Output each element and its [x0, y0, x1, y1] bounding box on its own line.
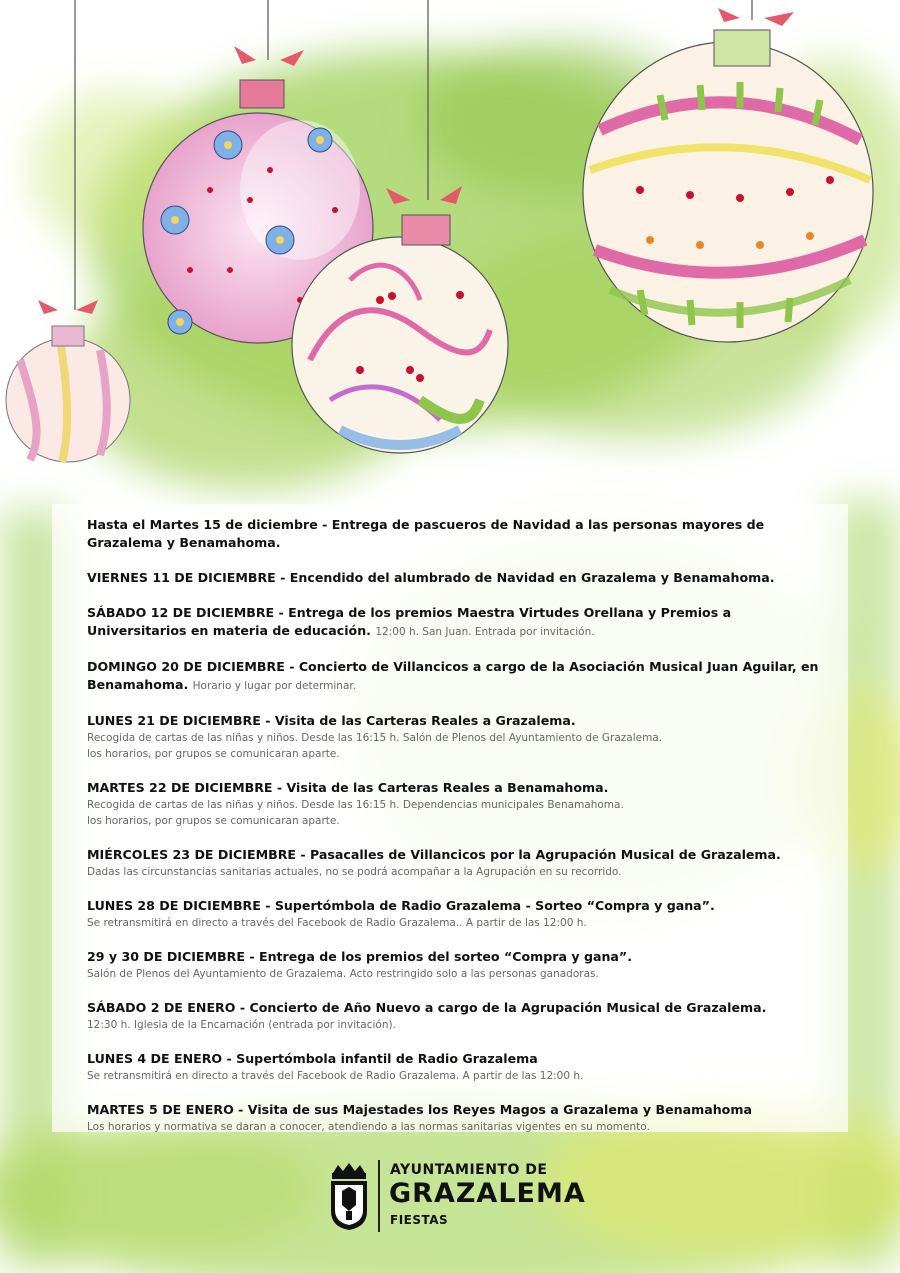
event-detail: 12:30 h. Iglesia de la Encarnación (entrada por invitación).	[87, 1019, 396, 1031]
logo-title: GRAZALEMA	[389, 1178, 586, 1209]
event-date: 29 y 30 DE DICIEMBRE	[87, 949, 245, 964]
event-date: DOMINGO 20 DE DICIEMBRE	[87, 659, 285, 674]
event-item: VIERNES 11 DE DICIEMBRE - Encendido del alumbrado de Navidad en Grazalema y Benamahoma.	[87, 570, 775, 585]
event-detail: Recogida de cartas de las niñas y niños. Desde las 16:15 h. Salón de Plenos del Ayuntamiento de Grazalema.	[87, 732, 663, 744]
event-date: MARTES 22 DE DICIEMBRE	[87, 780, 273, 795]
logo-subtitle: AYUNTAMIENTO DE	[390, 1162, 548, 1178]
event-note: 12:00 h. San Juan. Entrada por invitación.	[375, 626, 595, 638]
event-title: Visita de las Carteras Reales a Grazalema.	[274, 713, 576, 728]
event-date: MARTES 5 DE ENERO	[87, 1102, 234, 1117]
event-item: LUNES 28 DE DICIEMBRE - Supertómbola de Radio Grazalema - Sorteo “Compra y gana”. Se retransmitirá en directo a través del Facebook de Radio Grazalema.. A partir de las 12:00 h.	[87, 897, 827, 931]
event-detail: Dadas las circunstancias sanitarias actuales, no se podrá acompañar a la Agrupación en su recorrido.	[87, 866, 622, 878]
event-date: Hasta el Martes 15 de diciembre	[87, 517, 318, 532]
event-detail: Salón de Plenos del Ayuntamiento de Grazalema. Acto restringido solo a las personas ganadoras.	[87, 968, 599, 980]
event-date: VIERNES 11 DE DICIEMBRE	[87, 570, 276, 585]
event-item: SÁBADO 2 DE ENERO - Concierto de Año Nuevo a cargo de la Agrupación Musical de Grazalema. 12:30 h. Iglesia de la Encarnación (entrada por invitación).	[87, 999, 827, 1033]
event-item: LUNES 21 DE DICIEMBRE - Visita de las Carteras Reales a Grazalema. Recogida de cartas de las niñas y niños. Desde las 16:15 h. Salón de Plenos del Ayuntamiento de Grazalema. los horarios, por grupos se comunicaran aparte.	[87, 712, 827, 762]
event-item: Hasta el Martes 15 de diciembre - Entrega de pascueros de Navidad a las personas mayores de Grazalema y Benamahoma.	[87, 517, 765, 550]
event-schedule	[87, 516, 827, 1152]
event-item: SÁBADO 12 DE DICIEMBRE - Entrega de los premios Maestra Virtudes Orellana y Premios a Universitarios en materia de educación. 12:00 h. San Juan. Entrada por invitación.	[87, 605, 732, 638]
event-detail: Se retransmitirá en directo a través del Facebook de Radio Grazalema.. A partir de las 12:00 h.	[87, 917, 587, 929]
logo-department: FIESTAS	[390, 1213, 449, 1227]
event-item: MARTES 5 DE ENERO - Visita de sus Majestades los Reyes Magos a Grazalema y Benamahoma Los horarios y normativa se daran a conocer, atendiendo a las normas sanitarias vigentes en su momento.	[87, 1101, 827, 1135]
event-detail: los horarios, por grupos se comunicaran aparte.	[87, 815, 340, 827]
event-title: Concierto de Año Nuevo a cargo de la Agrupación Musical de Grazalema.	[249, 1000, 767, 1015]
event-item: MARTES 22 DE DICIEMBRE - Visita de las Carteras Reales a Benamahoma. Recogida de cartas de las niñas y niños. Desde las 16:15 h. Dependencias municipales Benamahoma. los horarios, por grupos se comunicaran aparte.	[87, 779, 827, 829]
coat-of-arms-icon	[328, 1161, 370, 1231]
event-detail: Los horarios y normativa se daran a conocer, atendiendo a las normas sanitarias vigentes en su momento.	[87, 1121, 650, 1133]
event-item: DOMINGO 20 DE DICIEMBRE - Concierto de Villancicos a cargo de la Asociación Musical Juan Aguilar, en Benamahoma. Horario y lugar por determinar.	[87, 659, 819, 692]
event-title: Supertómbola infantil de Radio Grazalema	[236, 1051, 538, 1066]
ayuntamiento-logo	[328, 1158, 588, 1234]
event-title: Entrega de los premios Maestra Virtudes Orellana y Premios a Universitarios en materia de educación.	[87, 605, 732, 638]
event-note: Horario y lugar por determinar.	[192, 680, 357, 692]
event-date: LUNES 21 DE DICIEMBRE	[87, 713, 261, 728]
event-date: LUNES 4 DE ENERO	[87, 1051, 223, 1066]
event-title: Visita de sus Majestades los Reyes Magos a Grazalema y Benamahoma	[247, 1102, 752, 1117]
event-date: SÁBADO 2 DE ENERO	[87, 1000, 236, 1015]
event-title: Pasacalles de Villancicos por la Agrupación Musical de Grazalema.	[310, 847, 781, 862]
event-title: Concierto de Villancicos a cargo de la Asociación Musical Juan Aguilar, en Benamahoma.	[87, 659, 819, 692]
event-detail: los horarios, por grupos se comunicaran aparte.	[87, 748, 340, 760]
logo-divider	[378, 1160, 380, 1232]
event-title: Encendido del alumbrado de Navidad en Grazalema y Benamahoma.	[289, 570, 775, 585]
event-title: Entrega de pascueros de Navidad a las personas mayores de Grazalema y Benamahoma.	[87, 517, 765, 550]
event-item: 29 y 30 DE DICIEMBRE - Entrega de los premios del sorteo “Compra y gana”. Salón de Plenos del Ayuntamiento de Grazalema. Acto restringido solo a las personas ganadoras.	[87, 948, 827, 982]
event-title: Entrega de los premios del sorteo “Compra y gana”.	[258, 949, 632, 964]
event-item: MIÉRCOLES 23 DE DICIEMBRE - Pasacalles de Villancicos por la Agrupación Musical de Grazalema. Dadas las circunstancias sanitarias actuales, no se podrá acompañar a la Agrupación en su recorrido.	[87, 846, 827, 880]
event-date: LUNES 28 DE DICIEMBRE	[87, 898, 261, 913]
event-detail: Recogida de cartas de las niñas y niños. Desde las 16:15 h. Dependencias municipales Benamahoma.	[87, 799, 624, 811]
event-date: MIÉRCOLES 23 DE DICIEMBRE	[87, 847, 297, 862]
event-detail: Se retransmitirá en directo a través del Facebook de Radio Grazalema. A partir de las 12:00 h.	[87, 1070, 584, 1082]
event-title: Supertómbola de Radio Grazalema - Sorteo “Compra y gana”.	[274, 898, 715, 913]
event-item: LUNES 4 DE ENERO - Supertómbola infantil de Radio Grazalema Se retransmitirá en directo a través del Facebook de Radio Grazalema. A partir de las 12:00 h.	[87, 1050, 827, 1084]
event-date: SÁBADO 12 DE DICIEMBRE	[87, 605, 275, 620]
event-title: Visita de las Carteras Reales a Benamahoma.	[286, 780, 609, 795]
